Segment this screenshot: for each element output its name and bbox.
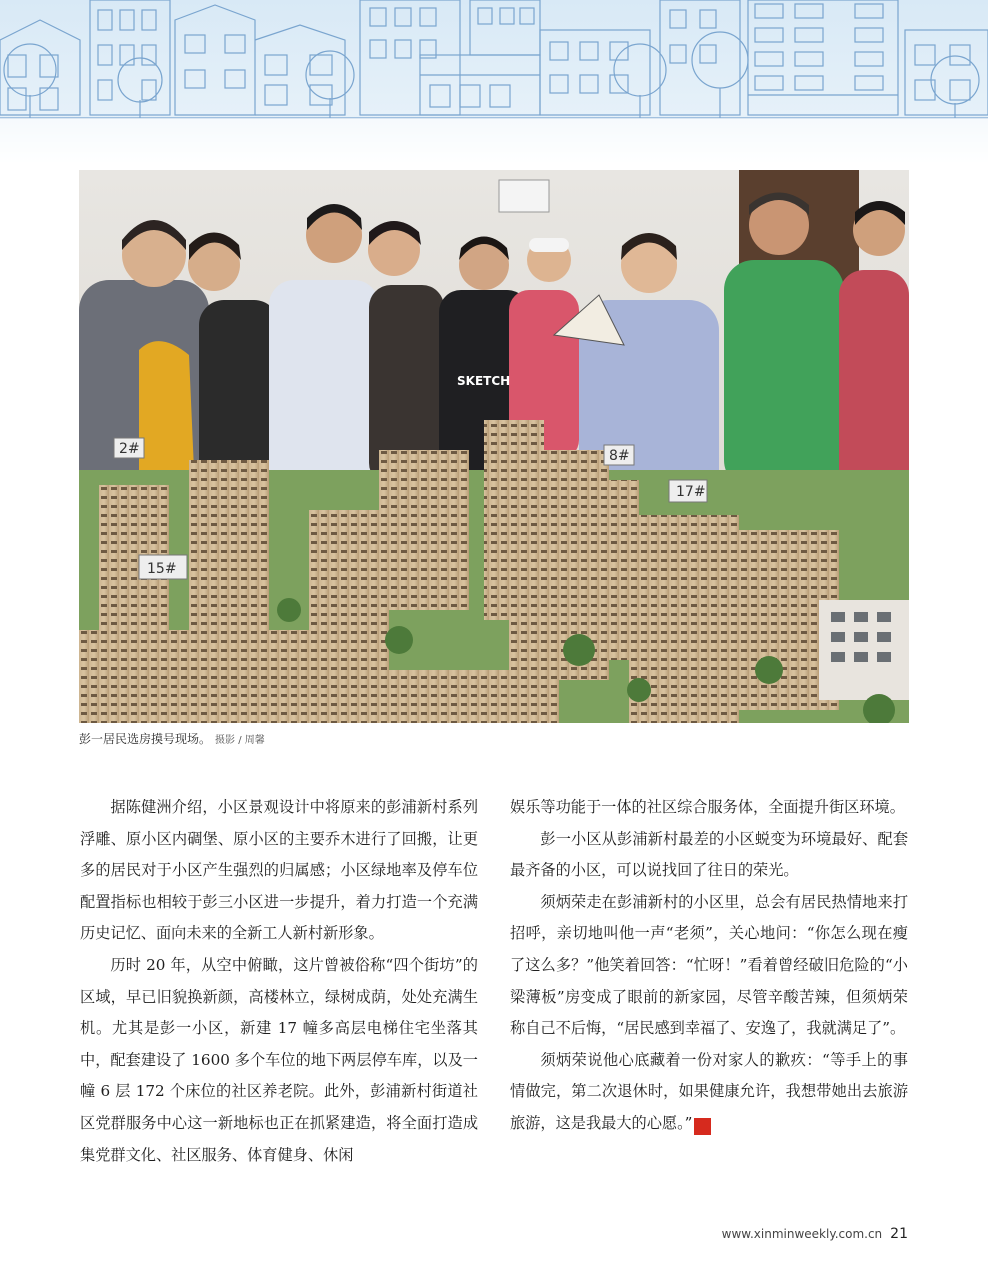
footer-url: www.xinminweekly.com.cn xyxy=(721,1227,883,1241)
article-left-column xyxy=(80,792,478,1171)
paragraph: 娱乐等功能于一体的社区综合服务体，全面提升街区环境。 xyxy=(510,798,905,816)
end-mark-logo: 民 xyxy=(694,1118,711,1135)
paragraph-final xyxy=(510,1045,908,1140)
paragraph: 据陈健洲介绍，小区景观设计中将原来的彭浦新村系列浮雕、原小区内碉堡、原小区的主要乔木进行了回搬，让更多的居民对于小区产生强烈的归属感；小区绿地率及停车位配置指标也相较于彭三小区进一步提升，着力打造一个充满历史记忆、面向未来的全新工人新村新形象。 xyxy=(80,798,478,943)
paragraph: 历时 20 年，从空中俯瞰，这片曾被俗称“四个街坊”的区域，早已旧貌换新颜，高楼林立，绿树成荫，处处充满生机。尤其是彭一小区，新建 17 幢多高层电梯住宅坐落其中，配套建设了 1600 多个车位的地下两层停车库，以及一幢 6 层 172 个床位的社区养老院。此外，彭浦新村街道社区党群服务中心这一新地标也正在抓紧建造，将全面打造成集党群文化、社区服务、体育健身、休闲 xyxy=(80,955,478,1164)
paragraph-text: 须炳荣说他心底藏着一份对家人的歉疚：“等手上的事情做完，第二次退休时，如果健康允许，我想带她出去旅游旅游，这是我最大的心愿。” xyxy=(510,1050,908,1132)
tag-17: 17# xyxy=(676,484,706,500)
tag-8: 8# xyxy=(609,448,630,464)
caption-text: 彭一居民选房摸号现场。 xyxy=(79,732,212,746)
header-banner xyxy=(0,0,988,165)
paragraph: 彭一小区从彭浦新村最差的小区蜕变为环境最好、配套最齐备的小区，可以说找回了往日的荣光。 xyxy=(510,829,908,880)
photo-illustration xyxy=(79,170,909,723)
building-sketch-illustration xyxy=(0,0,988,165)
page-number: 21 xyxy=(890,1226,908,1242)
tag-15: 15# xyxy=(147,561,177,577)
article-right-column xyxy=(510,792,908,1140)
page-footer xyxy=(722,1226,908,1242)
tag-2: 2# xyxy=(119,441,140,457)
shirt-text: SKETCH xyxy=(457,374,511,388)
photo-residents-at-model xyxy=(79,170,909,723)
photo-credit: 摄影 / 周馨 xyxy=(215,735,265,746)
paragraph: 须炳荣走在彭浦新村的小区里，总会有居民热情地来打招呼，亲切地叫他一声“老须”，关心地问：“你怎么现在瘦了这么多？”他笑着回答：“忙呀！”看着曾经破旧危险的“小梁薄板”房变成了眼前的新家园，尽管辛酸苦辣，但须炳荣称自己不后悔，“居民感到幸福了、安逸了，我就满足了”。 xyxy=(510,892,908,1038)
photo-caption xyxy=(79,730,265,747)
